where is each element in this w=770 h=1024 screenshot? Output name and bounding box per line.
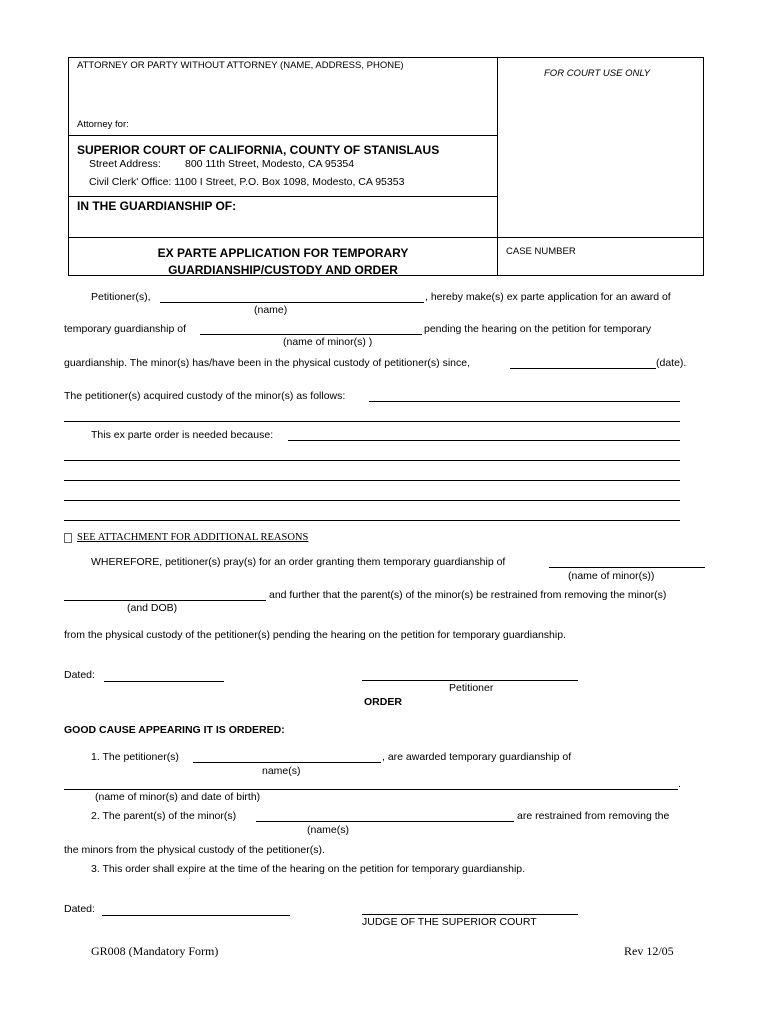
application-dated-label: Dated: <box>64 669 95 681</box>
order-parent-names-field[interactable] <box>256 821 514 822</box>
attorney-label: ATTORNEY OR PARTY WITHOUT ATTORNEY (NAME, ADDRESS, PHONE) <box>77 60 404 71</box>
order-heading: ORDER <box>364 696 402 708</box>
acquired-custody-label: The petitioner(s) acquired custody of the minor(s) as follows: <box>64 390 346 402</box>
order-petitioner-names-field[interactable] <box>193 762 381 763</box>
court-name: SUPERIOR COURT OF CALIFORNIA, COUNTY OF STANISLAUS <box>77 143 440 157</box>
order-item-2-tail: are restrained from removing the <box>517 810 670 822</box>
custody-since-text: guardianship. The minor(s) has/have been in the physical custody of petitioner(s) since, <box>64 357 471 369</box>
petitioners-label: Petitioner(s), <box>91 291 151 303</box>
further-text: and further that the parent(s) of the minor(s) be restrained from removing the minor(s) <box>269 589 667 601</box>
from-custody-text: from the physical custody of the petitioner(s) pending the hearing on the petition for temporary guardianship. <box>64 629 566 641</box>
pending-hearing-text: pending the hearing on the petition for temporary <box>424 323 652 335</box>
application-date-field[interactable] <box>104 681 224 682</box>
civil-clerk-office: Civil Clerk' Office: 1100 I Street, P.O. Box 1098, Modesto, CA 95353 <box>89 176 405 188</box>
petitioner-caption: Petitioner <box>449 682 494 694</box>
name-of-minors-caption: (name of minor(s)) <box>568 570 655 582</box>
petitioner-name-field[interactable] <box>160 302 424 303</box>
and-dob-caption: (and DOB) <box>127 602 178 614</box>
needed-because-field-3[interactable] <box>64 480 680 481</box>
needed-because-field-4[interactable] <box>64 500 680 501</box>
attorney-for-label: Attorney for: <box>77 119 129 130</box>
needed-because-field-2[interactable] <box>64 460 680 461</box>
minor-dob-caption: (name of minor(s) and date of birth) <box>95 791 261 803</box>
case-number-label: CASE NUMBER <box>506 246 576 257</box>
order-item-3: 3. This order shall expire at the time of the hearing on the petition for temporary guardianship. <box>91 863 526 875</box>
needed-because-field-5[interactable] <box>64 520 680 521</box>
order-dated-label: Dated: <box>64 903 95 915</box>
court-use-label: FOR COURT USE ONLY <box>544 68 651 79</box>
minor-name-caption: (name of minor(s) ) <box>283 336 373 348</box>
order-item-2-continued: the minors from the physical custody of the petitioner(s). <box>64 844 325 856</box>
acquired-custody-field-1[interactable] <box>369 401 680 402</box>
order-date-field[interactable] <box>102 915 290 916</box>
see-attachment-checkbox[interactable] <box>64 533 72 543</box>
order-minor-names-field[interactable] <box>64 789 678 790</box>
form-id: GR008 (Mandatory Form) <box>91 944 219 958</box>
order-item-2-lead: 2. The parent(s) of the minor(s) <box>91 810 237 822</box>
acquired-custody-field-2[interactable] <box>64 421 680 422</box>
caption-divider-attorney <box>68 135 498 136</box>
caption-divider-court <box>68 196 498 197</box>
in-the-guardianship-of: IN THE GUARDIANSHIP OF: <box>77 199 237 213</box>
needed-because-field-1[interactable] <box>288 440 680 441</box>
street-address-value: 800 11th Street, Modesto, CA 95354 <box>185 158 355 170</box>
date-caption: (date). <box>656 357 687 369</box>
custody-date-field[interactable] <box>510 368 656 369</box>
order-item-1-lead: 1. The petitioner(s) <box>91 751 179 763</box>
order-item-1-tail: , are awarded temporary guardianship of <box>382 751 572 763</box>
petitioner-signature-field[interactable] <box>362 680 578 681</box>
caption-divider-title <box>68 237 704 238</box>
name-caption: (name) <box>254 304 288 316</box>
street-address-label: Street Address: <box>89 158 161 170</box>
form-title-line-1: EX PARTE APPLICATION FOR TEMPORARY <box>157 246 409 260</box>
judge-signature-field[interactable] <box>362 914 578 915</box>
hereby-text: , hereby make(s) ex parte application for an award of <box>425 291 671 303</box>
form-title-line-2: GUARDIANSHIP/CUSTODY AND ORDER <box>168 263 398 277</box>
temp-guardianship-of-label: temporary guardianship of <box>64 323 186 335</box>
needed-because-label: This ex parte order is needed because: <box>91 429 274 441</box>
names-caption: name(s) <box>262 765 301 777</box>
wherefore-text: WHEREFORE, petitioner(s) pray(s) for an order granting them temporary guardianship of <box>91 556 506 568</box>
see-attachment-label: SEE ATTACHMENT FOR ADDITIONAL REASONS <box>77 532 309 543</box>
minor-dob-field[interactable] <box>64 600 266 601</box>
judge-caption: JUDGE OF THE SUPERIOR COURT <box>362 916 537 928</box>
good-cause-heading: GOOD CAUSE APPEARING IT IS ORDERED: <box>64 724 285 736</box>
caption-box <box>68 57 704 276</box>
minor-name-field[interactable] <box>200 334 422 335</box>
caption-divider-vertical <box>497 57 498 276</box>
order-period: . <box>678 778 681 790</box>
names-caption-2: (name(s) <box>307 824 350 836</box>
wherefore-minor-name-field[interactable] <box>549 567 705 568</box>
revision: Rev 12/05 <box>624 944 674 958</box>
